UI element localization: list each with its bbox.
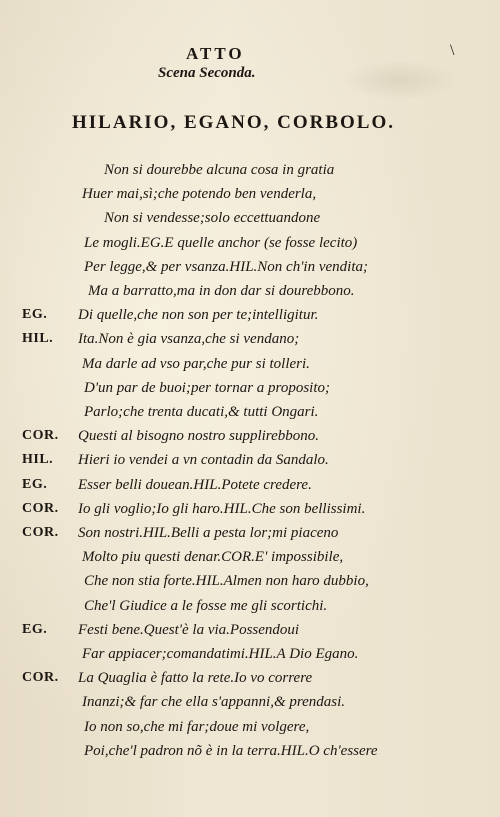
verse-text: D'un par de buoi;per tornar a proposito; bbox=[84, 379, 330, 396]
verse-line bbox=[0, 283, 500, 307]
verse-line bbox=[0, 598, 500, 622]
verse-line bbox=[0, 646, 500, 670]
verse-line bbox=[0, 670, 500, 694]
ink-bleed bbox=[340, 60, 460, 100]
verse-text: Ma a barratto,ma in don dar si dourebbono. bbox=[88, 283, 355, 299]
verse-line bbox=[0, 694, 500, 718]
verse-line bbox=[0, 162, 500, 186]
verse-line bbox=[0, 210, 500, 234]
verse-line bbox=[0, 259, 500, 283]
speaker-label: COR. bbox=[22, 500, 59, 516]
verse-text: Io non so,che mi far;doue mi volgere, bbox=[84, 718, 310, 735]
verse-text: Hieri io vendei a vn contadin da Sandalo. bbox=[78, 452, 329, 469]
speaker-label: EG. bbox=[22, 621, 48, 637]
verse-text: Questi al bisogno nostro supplirebbono. bbox=[78, 428, 319, 445]
verse-line bbox=[0, 235, 500, 259]
scene-heading: Scena Seconda. bbox=[158, 65, 256, 81]
verse-line bbox=[0, 573, 500, 597]
verse-line bbox=[0, 501, 500, 525]
verse-text: Son nostri.HIL.Belli a pesta lor;mi piaceno bbox=[78, 525, 339, 541]
verse-line bbox=[0, 186, 500, 210]
speaker-label: EG. bbox=[22, 476, 48, 492]
speaker-label: COR. bbox=[22, 670, 59, 686]
verse-line bbox=[0, 525, 500, 549]
page-mark: \ bbox=[450, 42, 455, 59]
verse-line bbox=[0, 719, 500, 743]
verse-text: Per legge,& per vsanza.HIL.Non ch'in vendita; bbox=[84, 258, 368, 275]
verse-line bbox=[0, 404, 500, 428]
verse-text: Poi,che'l padron nõ è in la terra.HIL.O ch'essere bbox=[84, 742, 378, 759]
verse-text: Festi bene.Quest'è la via.Possendoui bbox=[78, 621, 300, 638]
verse-text: Parlo;che trenta ducati,& tutti Ongari. bbox=[84, 404, 319, 420]
verse-line bbox=[0, 549, 500, 573]
act-heading: ATTO bbox=[186, 44, 245, 63]
verse-text: Non si dourebbe alcuna cosa in gratia bbox=[104, 162, 335, 178]
verse-line bbox=[0, 331, 500, 355]
speaker-label: HIL. bbox=[22, 452, 54, 468]
verse-text: La Quaglia è fatto la rete.Io vo correre bbox=[78, 670, 313, 687]
verse-text: Huer mai,sì;che potendo ben venderla, bbox=[82, 186, 317, 203]
verse-text: Che'l Giudice a le fosse me gli scortichi. bbox=[84, 597, 328, 614]
speaker-label: COR. bbox=[22, 525, 59, 540]
verse-text: Di quelle,che non son per te;intelligitur. bbox=[78, 307, 319, 324]
verse-text: Molto piu questi denar.COR.E' impossibile, bbox=[82, 549, 344, 566]
verse-text: Non si vendesse;solo eccettuandone bbox=[104, 210, 321, 227]
verse-line bbox=[0, 743, 500, 767]
verse-text: Ita.Non è gia vsanza,che si vendano; bbox=[78, 331, 300, 348]
speaker-label: EG. bbox=[22, 307, 48, 323]
verse-text: Che non stia forte.HIL.Almen non haro dubbio, bbox=[84, 573, 369, 590]
speaker-label: HIL. bbox=[22, 331, 54, 347]
verse-line bbox=[0, 622, 500, 646]
verse-text: Io gli voglio;Io gli haro.HIL.Che son bellissimi. bbox=[78, 500, 366, 517]
speakers-heading: HILARIO, EGANO, CORBOLO. bbox=[72, 112, 396, 133]
verse-line bbox=[0, 452, 500, 476]
speaker-label: COR. bbox=[22, 428, 59, 444]
verse-line bbox=[0, 380, 500, 404]
verse-line bbox=[0, 428, 500, 452]
verse-text: Le mogli.EG.E quelle anchor (se fosse lecito) bbox=[84, 234, 358, 251]
verse-line bbox=[0, 477, 500, 501]
verse-text: Esser belli douean.HIL.Potete credere. bbox=[78, 476, 312, 493]
verse-line bbox=[0, 307, 500, 331]
verse-text: Inanzi;& far che ella s'appanni,& prendasi. bbox=[82, 694, 346, 711]
verse-line bbox=[0, 356, 500, 380]
verse-text: Far appiacer;comandatimi.HIL.A Dio Egano. bbox=[82, 646, 359, 662]
verse-text: Ma darle ad vso par,che pur si tolleri. bbox=[82, 355, 310, 372]
